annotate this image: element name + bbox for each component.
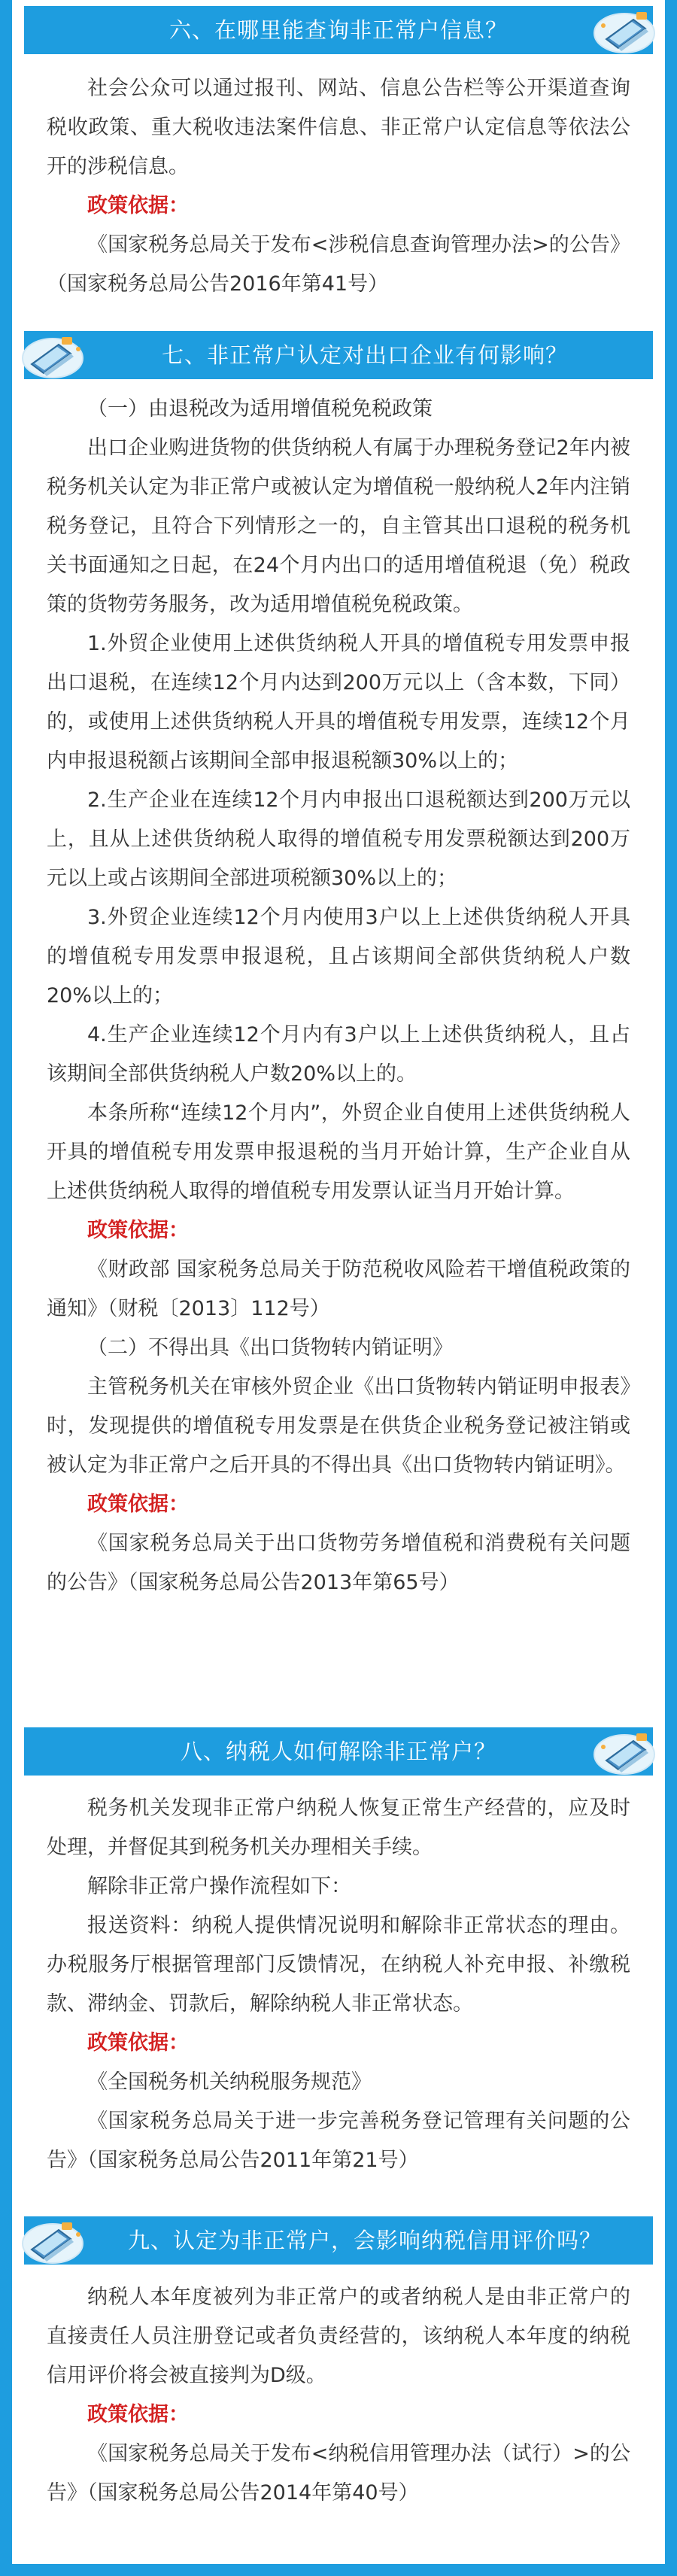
part-2-heading: （二）不得出具《出口货物转内销证明》	[87, 1336, 453, 1359]
laptop-illustration-icon	[590, 3, 659, 57]
section-8-body	[12, 1776, 665, 2180]
section-6-basis-text: 《国家税务总局关于发布<涉税信息查询管理办法>的公告》（国家税务总局公告2016年第41号）	[47, 233, 630, 296]
part-2-basis-label: 政策依据：	[87, 1493, 189, 1516]
part-2-paragraph: 主管税务机关在审核外贸企业《出口货物转内销证明申报表》时，发现提供的增值税专用发票是在供货企业税务登记被注销或被认定为非正常户之后开具的不得出具《出口货物转内销证明》。	[47, 1375, 630, 1477]
part-1-item-3: 3.外贸企业连续12个月内使用3户以上上述供货纳税人开具的增值税专用发票申报退税，且占该期间全部供货纳税人户数20%以上的；	[47, 906, 630, 1007]
section-6-title: 六、在哪里能查询非正常户信息？	[168, 17, 508, 43]
laptop-illustration-icon	[590, 1724, 659, 1779]
section-9-paragraph: 纳税人本年度被列为非正常户的或者纳税人是由非正常户的直接责任人员注册登记或者负责经营的，该纳税人本年度的纳税信用评价将会被直接判为D级。	[47, 2286, 630, 2387]
section-8	[12, 1727, 665, 2180]
section-8-basis-text-2: 《国家税务总局关于进一步完善税务登记管理有关问题的公告》（国家税务总局公告2011年第21号）	[47, 2110, 630, 2172]
section-9-basis-label: 政策依据：	[87, 2403, 189, 2426]
section-6-basis-label: 政策依据：	[87, 194, 189, 217]
section-9-basis-text: 《国家税务总局关于发布<纳税信用管理办法（试行）>的公告》（国家税务总局公告2014年第40号）	[47, 2442, 630, 2505]
section-7-title: 七、非正常户认定对出口企业有何影响？	[161, 342, 568, 368]
part-1-item-2: 2.生产企业在连续12个月内申报出口退税额达到200万元以上，且从上述供货纳税人取得的增值税专用发票税额达到200万元以上或占该期间全部进项税额30%以上的；	[47, 788, 630, 890]
section-8-header	[24, 1727, 653, 1776]
section-7-body	[12, 379, 665, 1602]
section-6-paragraph: 社会公众可以通过报刊、网站、信息公告栏等公开渠道查询税收政策、重大税收违法案件信息、非正常户认定信息等依法公开的涉税信息。	[47, 77, 630, 178]
section-8-paragraph-1: 税务机关发现非正常户纳税人恢复正常生产经营的，应及时处理，并督促其到税务机关办理相关手续。	[47, 1797, 630, 1859]
section-6	[12, 6, 665, 304]
section-7	[12, 331, 665, 1602]
part-1-item-4: 4.生产企业连续12个月内有3户以上上述供货纳税人，且占该期间全部供货纳税人户数20%以上的。	[47, 1023, 630, 1086]
section-9-title: 九、认定为非正常户，会影响纳税信用评价吗？	[127, 2228, 602, 2253]
part-1-paragraph: 出口企业购进货物的供货纳税人有属于办理税务登记2年内被税务机关认定为非正常户或被认定为增值税一般纳税人2年内注销税务登记，且符合下列情形之一的，自主管其出口退税的税务机关书面通知之日起，在24个月内出口的适用增值税退（免）税政策的货物劳务服务，改为适用增值税免税政策。	[47, 436, 630, 616]
part-1-item-1: 1.外贸企业使用上述供货纳税人开具的增值税专用发票申报出口退税，在连续12个月内达到200万元以上（含本数，下同）的，或使用上述供货纳税人开具的增值税专用发票，连续12个月内申报退税额占该期间全部申报退税额30%以上的；	[47, 632, 630, 773]
section-8-basis-text-1: 《全国税务机关纳税服务规范》	[87, 2070, 372, 2094]
part-1-note: 本条所称“连续12个月内”，外贸企业自使用上述供货纳税人开具的增值税专用发票申报退税的当月开始计算，生产企业自从上述供货纳税人取得的增值税专用发票认证当月开始计算。	[47, 1101, 630, 1203]
part-1-heading: （一）由退税改为适用增值税免税政策	[87, 397, 433, 421]
part-1-basis-text: 《财政部 国家税务总局关于防范税收风险若干增值税政策的通知》（财税〔2013〕112号）	[47, 1258, 630, 1320]
section-8-title: 八、纳税人如何解除非正常户？	[180, 1739, 496, 1764]
section-9-header	[24, 2216, 653, 2265]
section-9-body	[12, 2265, 665, 2513]
part-1-basis-label: 政策依据：	[87, 1219, 189, 1242]
section-6-header	[24, 6, 653, 54]
section-7-header	[24, 331, 653, 379]
section-9	[12, 2216, 665, 2513]
section-8-paragraph-2: 解除非正常户操作流程如下：	[87, 1875, 351, 1898]
section-8-basis-label: 政策依据：	[87, 2031, 189, 2055]
laptop-illustration-icon	[18, 2213, 87, 2268]
section-6-body	[12, 54, 665, 304]
part-2-basis-text: 《国家税务总局关于出口货物劳务增值税和消费税有关问题的公告》（国家税务总局公告2013年第65号）	[47, 1532, 630, 1594]
section-8-paragraph-3: 报送资料：纳税人提供情况说明和解除非正常状态的理由。办税服务厅根据管理部门反馈情况，在纳税人补充申报、补缴税款、滞纳金、罚款后，解除纳税人非正常状态。	[47, 1914, 630, 2016]
laptop-illustration-icon	[18, 328, 87, 382]
